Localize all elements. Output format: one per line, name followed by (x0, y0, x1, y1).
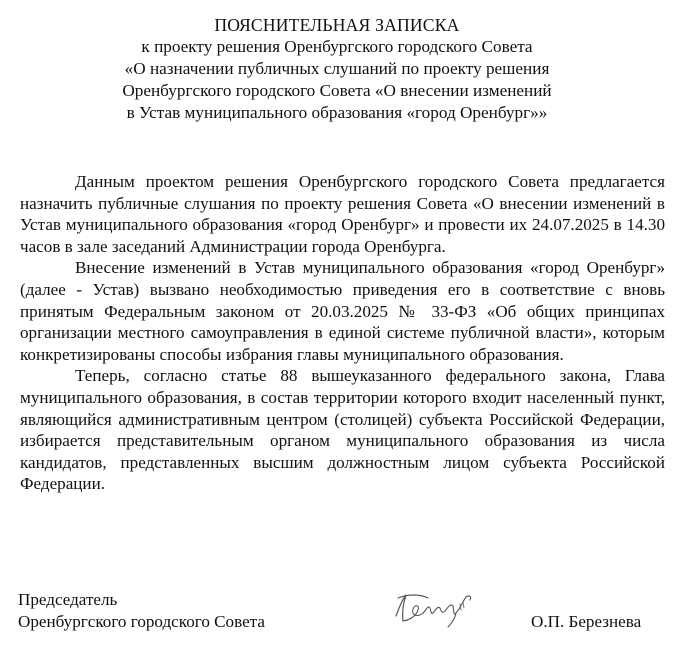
handwritten-signature (390, 586, 482, 630)
signatory-name: О.П. Березнева (531, 612, 642, 631)
paragraph-2: Внесение изменений в Устав муниципального образования «город Оренбург» (далее - Устав) вызвано необходимостью приведения его в соответствие с вновь принятым Федеральным законом от 20.03.2025 № 33-ФЗ «Об общих принципах организации местного самоуправления в единой системе публичной власти», которым конкретизированы способы избрания главы муниципального образования. (20, 258, 665, 364)
subtitle-line-2: «О назначении публичных слушаний по проекту решения (124, 59, 550, 78)
paragraph-3: Теперь, согласно статье 88 вышеуказанного федерального закона, Глава муниципального образования, в состав территории которого входит населенный пункт, являющийся административным центром (столицей) субъекта Российской Федерации, избирается представительным органом муниципального образования из числа кандидатов, представленных высшим должностным лицом субъекта Российской Федерации. (20, 366, 665, 494)
signatory-position (18, 589, 265, 633)
subtitle-line-1: к проекту решения Оренбургского городского Совета (141, 37, 533, 56)
document-title: ПОЯСНИТЕЛЬНАЯ ЗАПИСКА (214, 15, 460, 35)
subtitle-line-4: в Устав муниципального образования «город Оренбург»» (126, 103, 548, 122)
signatory-position-line-2: Оренбургского городского Совета (18, 612, 265, 631)
subtitle-line-3: Оренбургского городского Совета «О внесении изменений (122, 81, 552, 100)
document-body (20, 171, 665, 495)
paragraph-1: Данным проектом решения Оренбургского городского Совета предлагается назначить публичные слушания по проекту решения Совета «О внесении изменений в Устав муниципального образования «город Оренбург» и провести их 24.07.2025 в 14.30 часов в зале заседаний Администрации города Оренбурга. (20, 172, 665, 256)
signatory-position-line-1: Председатель (18, 590, 118, 609)
document-header (0, 14, 674, 124)
